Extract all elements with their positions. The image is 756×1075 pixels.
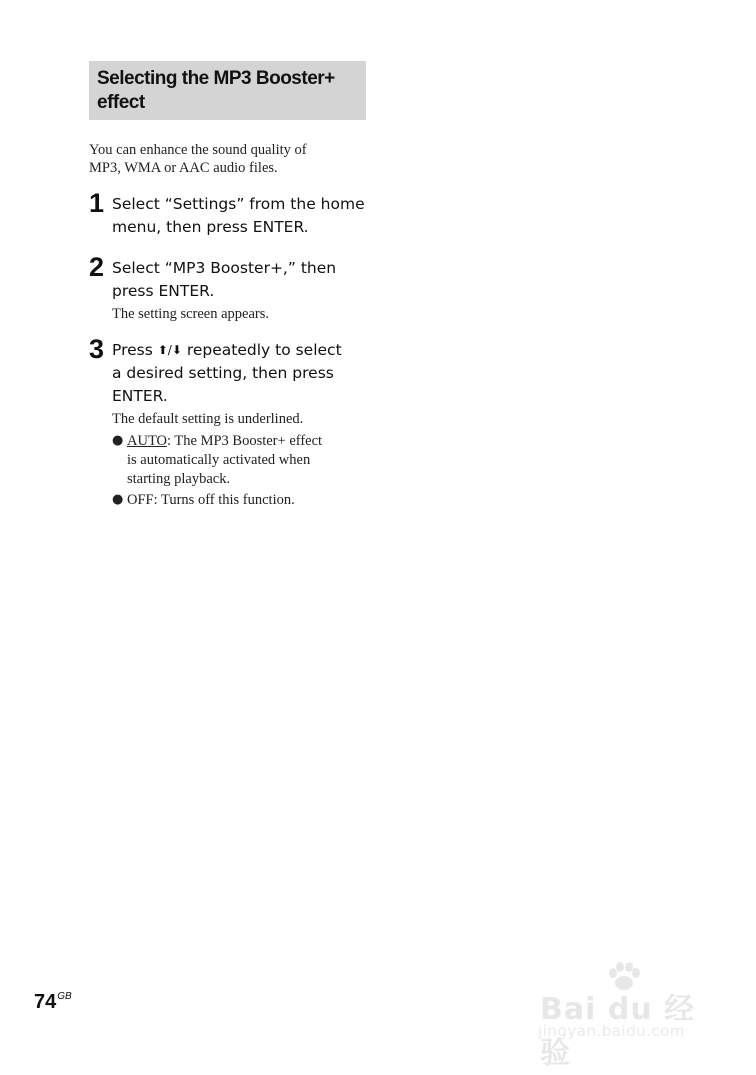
intro-line1: You can enhance the sound quality of	[89, 142, 307, 158]
option-auto-body	[127, 432, 367, 489]
bullet-icon: ●	[112, 492, 124, 507]
option-off-body	[127, 491, 367, 510]
step-number-1: 1	[89, 188, 105, 218]
step-2-line1: Select “MP3 Booster+,” then	[112, 259, 337, 277]
step-3-line3: ENTER.	[112, 387, 168, 405]
option-auto-desc-line3: starting playback.	[127, 471, 231, 487]
page-number-value: 74	[34, 991, 57, 1013]
step-2-note: The setting screen appears.	[112, 306, 270, 322]
watermark-logo-text: Bai du 经验	[540, 992, 696, 1071]
intro-paragraph	[89, 141, 369, 177]
option-auto-name: AUTO	[127, 433, 168, 449]
option-off	[112, 491, 367, 510]
option-auto-desc-line2: is automatically activated when	[127, 452, 311, 468]
step-2-line2: press ENTER.	[112, 282, 215, 300]
page-number	[34, 991, 72, 1014]
baidu-watermark	[534, 960, 714, 1071]
step-3-line1-suffix: repeatedly to select	[181, 341, 342, 359]
bullet-icon: ●	[112, 433, 124, 448]
up-down-arrow-icon: ⬆/⬇	[157, 343, 182, 357]
option-auto-desc-line1: : The MP3 Booster+ effect	[167, 433, 323, 449]
step-1-line2: menu, then press ENTER.	[112, 218, 309, 236]
option-off-desc: : Turns off this function.	[153, 492, 295, 508]
step-2-instruction	[112, 257, 367, 303]
section-heading-line1: Selecting the MP3 Booster+	[97, 68, 335, 89]
watermark-url: jingyan.baidu.com	[538, 1022, 685, 1040]
option-auto	[112, 432, 367, 489]
step-3-line1-prefix: Press	[112, 341, 158, 359]
option-off-name: OFF	[127, 492, 154, 508]
step-3-line1	[112, 339, 367, 362]
section-heading-line2: effect	[97, 92, 145, 113]
intro-line2: MP3, WMA or AAC audio files.	[89, 160, 278, 176]
page-number-suffix: GB	[57, 991, 72, 1002]
step-3-instruction	[112, 339, 367, 408]
section-heading-box	[89, 61, 366, 120]
step-3-line2: a desired setting, then press	[112, 364, 334, 382]
step-number-2: 2	[89, 252, 105, 282]
step-1-instruction	[112, 193, 367, 239]
step-3-note: The default setting is underlined.	[112, 411, 304, 427]
step-number-3: 3	[89, 334, 105, 364]
step-1-line1: Select “Settings” from the home	[112, 195, 365, 213]
